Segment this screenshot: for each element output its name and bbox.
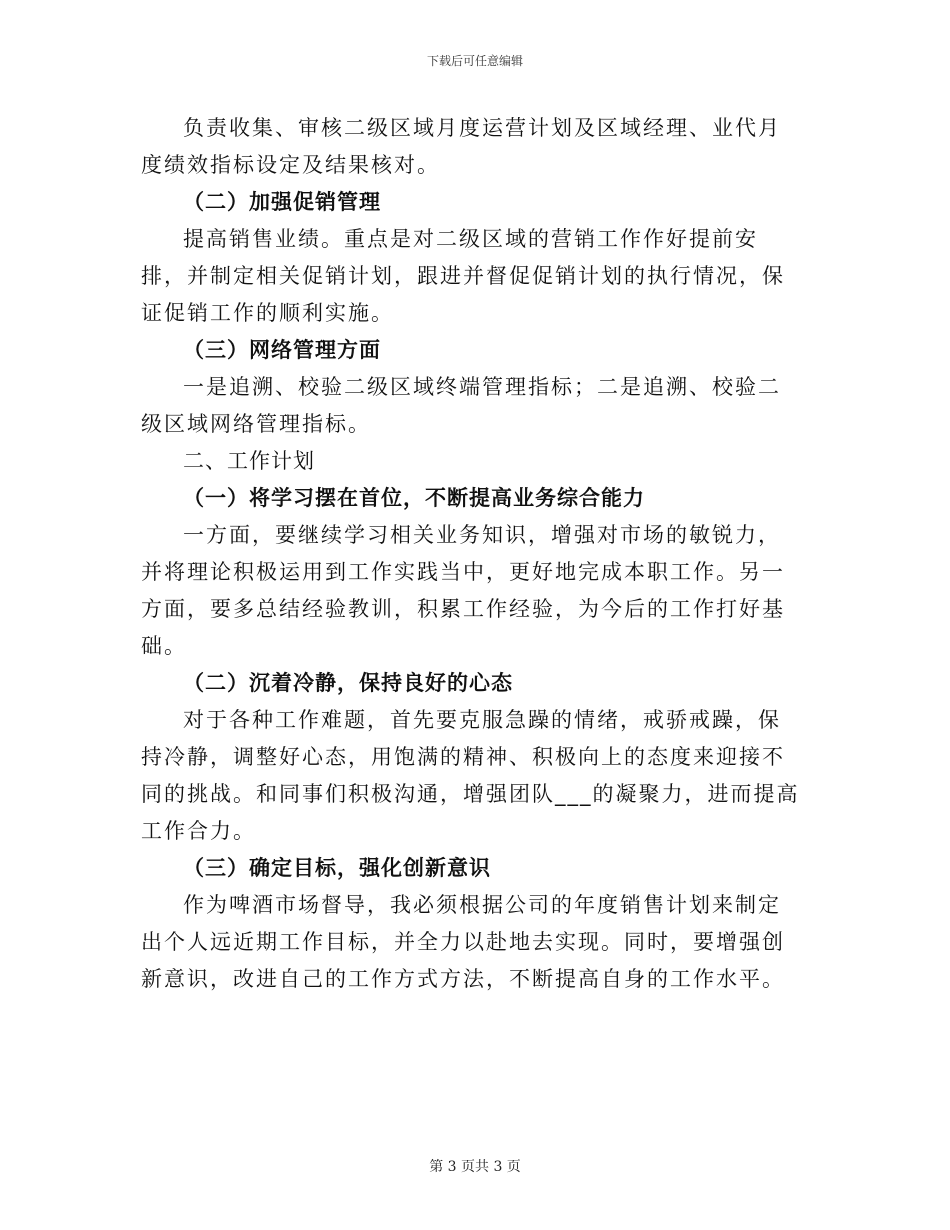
heading-stay-calm: （二）沉着冷静，保持良好的心态	[183, 671, 513, 695]
paragraph-promotion: 提高销售业绩。重点是对二级区域的营销工作作好提前安排，并制定相关促销计划，跟进并督促促销计划的执行情况，保证促销工作的顺利实施。	[141, 227, 785, 325]
page-header: 下载后可任意编辑	[426, 54, 523, 68]
paragraph-responsibility: 负责收集、审核二级区域月度运营计划及区域经理、业代月度绩效指标设定及结果核对。	[141, 116, 781, 177]
page-footer: 第 3 页共 3 页	[429, 1159, 521, 1175]
paragraph-calm: 对于各种工作难题，首先要克服急躁的情绪，戒骄戒躁，保持冷静，调整好心态，用饱满的精神、积极向上的态度来迎接不同的挑战。和同事们积极沟通，增强团队___的凝聚力，进而提高工作合力。	[141, 708, 800, 843]
document-body	[141, 110, 801, 998]
heading-set-goals: （三）确定目标，强化创新意识	[183, 856, 491, 880]
heading-network-management: （三）网络管理方面	[183, 338, 381, 362]
heading-study-first: （一）将学习摆在首位，不断提高业务综合能力	[183, 486, 645, 510]
paragraph-goals: 作为啤酒市场督导，我必须根据公司的年度销售计划来制定出个人远近期工作目标，并全力以赴地去实现。同时，要增强创新意识，改进自己的工作方式方法，不断提高自身的工作水平。	[141, 893, 785, 991]
heading-promotion-management: （二）加强促销管理	[183, 190, 381, 214]
paragraph-study: 一方面，要继续学习相关业务知识，增强对市场的敏锐力，并将理论积极运用到工作实践当中，更好地完成本职工作。另一方面，要多总结经验教训，积累工作经验，为今后的工作打好基础。	[141, 523, 785, 658]
heading-work-plan: 二、工作计划	[183, 449, 315, 473]
paragraph-network: 一是追溯、校验二级区域终端管理指标；二是追溯、校验二级区域网络管理指标。	[141, 375, 781, 436]
